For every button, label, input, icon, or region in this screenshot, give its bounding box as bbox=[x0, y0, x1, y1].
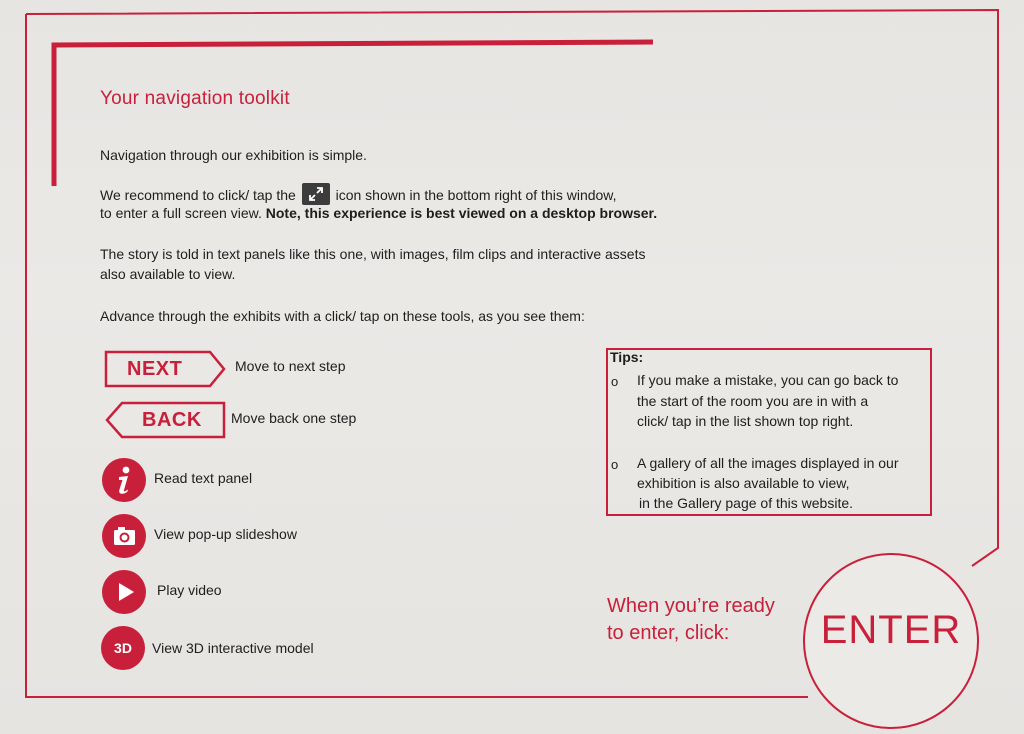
enter-button[interactable] bbox=[803, 553, 979, 729]
tip-1-line-1: If you make a mistake, you can go back to bbox=[637, 372, 899, 388]
tips-title: Tips: bbox=[610, 349, 644, 365]
enter-prompt-line-1: When you’re ready bbox=[607, 595, 775, 617]
back-description: Move back one step bbox=[231, 410, 357, 426]
next-button[interactable] bbox=[104, 350, 226, 388]
tip-1-line-3: click/ tap in the list shown top right. bbox=[637, 413, 854, 429]
recommend-before-icon: We recommend to click/ tap the bbox=[100, 187, 296, 203]
fullscreen-line bbox=[100, 203, 657, 223]
tip-bullet-2: o bbox=[611, 457, 619, 472]
model-3d-description: View 3D interactive model bbox=[152, 640, 314, 656]
video-button[interactable] bbox=[102, 570, 146, 614]
story-line-1: The story is told in text panels like this one, with images, film clips and interactive assets bbox=[100, 246, 646, 262]
enter-prompt-line-2: to enter, click: bbox=[607, 622, 730, 644]
slideshow-button[interactable] bbox=[102, 514, 146, 558]
tip-2-line-2: exhibition is also available to view, bbox=[637, 475, 850, 491]
fullscreen-note: Note, this experience is best viewed on a desktop browser. bbox=[265, 205, 658, 221]
recommend-line bbox=[100, 183, 617, 205]
recommend-after-icon: icon shown in the bottom right of this window, bbox=[335, 187, 617, 203]
tip-1-line-2: the start of the room you are in with a bbox=[637, 393, 869, 409]
expand-arrows-icon bbox=[302, 183, 330, 205]
info-button[interactable] bbox=[102, 458, 146, 502]
play-icon bbox=[102, 570, 146, 614]
next-label: NEXT bbox=[127, 358, 183, 380]
model-3d-label: 3D bbox=[114, 640, 132, 656]
model-3d-button[interactable] bbox=[101, 626, 145, 670]
advance-text: Advance through the exhibits with a click/ tap on these tools, as you see them: bbox=[100, 308, 585, 324]
back-label: BACK bbox=[142, 409, 202, 431]
info-icon bbox=[102, 458, 146, 502]
fullscreen-text: to enter a full screen view. bbox=[100, 205, 262, 221]
video-description: Play video bbox=[157, 582, 222, 598]
next-description: Move to next step bbox=[235, 358, 346, 374]
intro-text: Navigation through our exhibition is simple. bbox=[100, 147, 367, 163]
story-line-2: also available to view. bbox=[100, 266, 236, 282]
info-description: Read text panel bbox=[154, 470, 253, 486]
slideshow-description: View pop-up slideshow bbox=[154, 526, 297, 542]
tip-2-line-1: A gallery of all the images displayed in our bbox=[637, 455, 899, 471]
enter-prompt bbox=[607, 593, 775, 647]
camera-icon bbox=[102, 514, 146, 558]
tip-bullet-1: o bbox=[611, 374, 619, 389]
back-button[interactable] bbox=[104, 401, 226, 439]
panel-title: Your navigation toolkit bbox=[100, 88, 290, 109]
tip-2-line-3: in the Gallery page of this website. bbox=[639, 495, 854, 511]
enter-label: ENTER bbox=[820, 608, 962, 652]
